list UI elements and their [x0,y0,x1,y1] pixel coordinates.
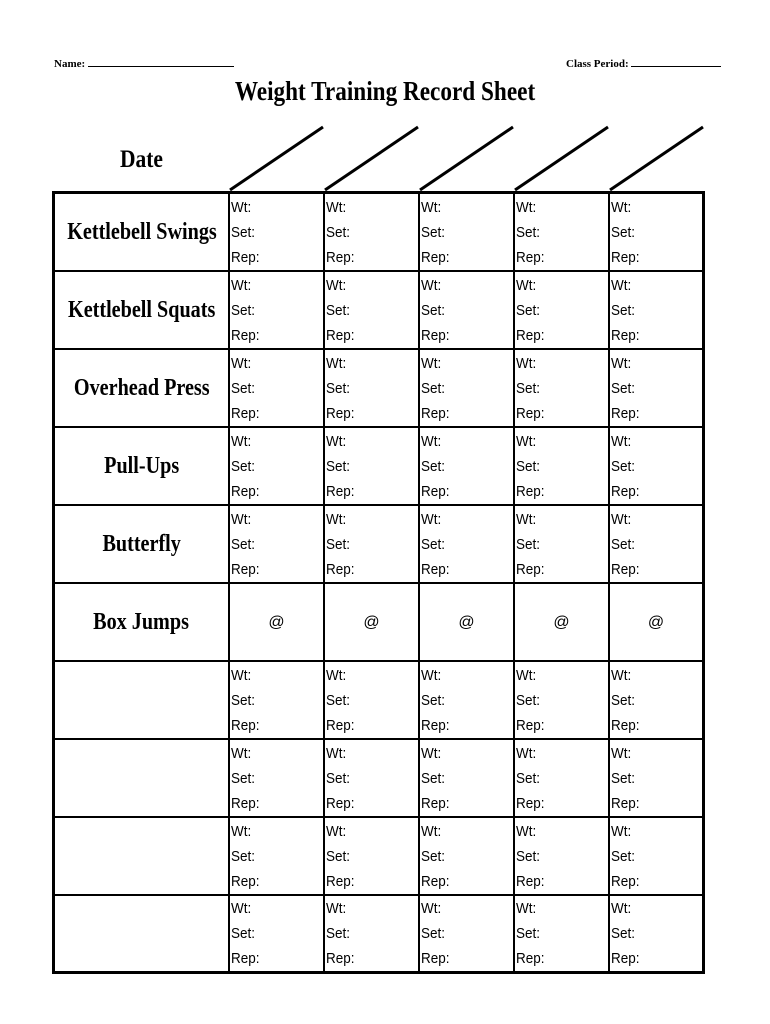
entry-cell[interactable] [418,662,513,738]
rep-label: Rep: [231,326,260,344]
set-label: Set: [421,379,446,397]
entry-cell[interactable] [323,428,418,504]
rep-label: Rep: [421,326,450,344]
wt-label: Wt: [611,822,632,840]
date-entry-line-4[interactable] [515,127,608,190]
set-label: Set: [516,769,541,787]
entry-cell[interactable] [228,896,323,971]
rep-label: Rep: [326,248,355,266]
exercise-name-cell [52,506,228,582]
at-symbol: @ [268,613,285,631]
wt-label: Wt: [611,900,632,917]
entry-cell[interactable] [513,662,608,738]
wt-label: Wt: [516,900,537,917]
rep-label: Rep: [516,404,545,422]
exercise-name-cell [52,584,228,660]
exercise-name-cell [52,272,228,348]
exercise-name-cell[interactable] [52,818,228,894]
entry-cell[interactable] [608,350,705,426]
date-entry-line-3[interactable] [420,127,513,190]
set-label: Set: [611,847,636,865]
exercise-name-cell [52,350,228,426]
set-label: Set: [421,301,446,319]
exercise-row [52,740,705,818]
wt-label: Wt: [421,822,442,840]
name-field[interactable] [54,56,234,70]
exercise-row [52,584,705,662]
entry-cell[interactable] [228,662,323,738]
rep-label: Rep: [231,716,260,734]
wt-label: Wt: [231,276,252,294]
set-label: Set: [611,535,636,553]
wt-label: Wt: [516,822,537,840]
wt-label: Wt: [326,198,347,216]
set-label: Set: [611,457,636,475]
entry-cell[interactable] [228,194,323,270]
set-label: Set: [421,925,446,942]
entry-cell[interactable] [228,584,323,660]
entry-cell[interactable] [513,818,608,894]
rep-label: Rep: [516,950,545,967]
wt-label: Wt: [516,510,537,528]
wt-label: Wt: [611,666,632,684]
set-label: Set: [326,925,351,942]
rep-label: Rep: [421,404,450,422]
entry-cell[interactable] [323,662,418,738]
rep-label: Rep: [231,404,260,422]
entry-cell[interactable] [228,350,323,426]
record-table [52,191,705,974]
set-label: Set: [231,535,256,553]
rep-label: Rep: [516,326,545,344]
wt-label: Wt: [326,666,347,684]
exercise-name: Kettlebell Squats [67,296,216,323]
set-label: Set: [231,925,256,942]
rep-label: Rep: [326,950,355,967]
wt-label: Wt: [231,666,252,684]
rep-label: Rep: [326,404,355,422]
entry-cell[interactable] [608,896,705,971]
set-label: Set: [421,223,446,241]
rep-label: Rep: [231,248,260,266]
exercise-name-cell[interactable] [52,740,228,816]
rep-label: Rep: [611,404,640,422]
rep-label: Rep: [326,716,355,734]
set-label: Set: [516,691,541,709]
wt-label: Wt: [516,744,537,762]
set-label: Set: [611,925,636,942]
entry-cell[interactable] [608,506,705,582]
name-blank-line[interactable] [88,56,234,67]
exercise-row [52,506,705,584]
at-symbol: @ [647,613,665,631]
wt-label: Wt: [516,198,537,216]
set-label: Set: [611,223,636,241]
page-title: Weight Training Record Sheet [234,76,536,106]
exercise-name-cell[interactable] [52,662,228,738]
wt-label: Wt: [421,744,442,762]
wt-label: Wt: [231,198,252,216]
rep-label: Rep: [516,716,545,734]
rep-label: Rep: [611,560,640,578]
entry-cell[interactable] [418,194,513,270]
rep-label: Rep: [516,872,545,890]
class-period-field[interactable] [566,56,721,70]
wt-label: Wt: [231,900,252,917]
exercise-name-cell [52,194,228,270]
entry-cell[interactable] [513,506,608,582]
entry-cell[interactable] [228,818,323,894]
entry-cell[interactable] [323,350,418,426]
entry-cell[interactable] [418,272,513,348]
at-symbol: @ [363,613,380,631]
rep-label: Rep: [421,482,450,500]
rep-label: Rep: [421,794,450,812]
wt-label: Wt: [231,432,252,450]
set-label: Set: [421,535,446,553]
wt-label: Wt: [611,744,632,762]
wt-label: Wt: [611,432,632,450]
rep-label: Rep: [611,794,640,812]
wt-label: Wt: [326,432,347,450]
set-label: Set: [516,301,541,319]
entry-cell[interactable] [418,896,513,971]
entry-cell[interactable] [513,350,608,426]
wt-label: Wt: [516,354,537,372]
entry-cell[interactable] [608,584,705,660]
wt-label: Wt: [421,510,442,528]
set-label: Set: [611,769,636,787]
exercise-name: Pull-Ups [103,452,180,479]
set-label: Set: [516,223,541,241]
date-entry-line-1[interactable] [230,127,323,190]
wt-label: Wt: [421,432,442,450]
set-label: Set: [326,223,351,241]
wt-label: Wt: [231,510,252,528]
rep-label: Rep: [516,560,545,578]
entry-cell[interactable] [418,584,513,660]
set-label: Set: [231,223,256,241]
wt-label: Wt: [611,510,632,528]
wt-label: Wt: [326,510,347,528]
wt-label: Wt: [611,198,632,216]
exercise-row [52,896,705,974]
set-label: Set: [326,301,351,319]
rep-label: Rep: [326,326,355,344]
entry-cell[interactable] [418,506,513,582]
rep-label: Rep: [326,794,355,812]
set-label: Set: [611,691,636,709]
rep-label: Rep: [231,794,260,812]
set-label: Set: [516,535,541,553]
exercise-row [52,272,705,350]
set-label: Set: [231,691,256,709]
rep-label: Rep: [231,482,260,500]
wt-label: Wt: [231,354,252,372]
wt-label: Wt: [611,276,632,294]
wt-label: Wt: [326,354,347,372]
wt-label: Wt: [421,276,442,294]
entry-cell[interactable] [513,272,608,348]
entry-cell[interactable] [418,350,513,426]
wt-label: Wt: [421,666,442,684]
rep-label: Rep: [611,482,640,500]
wt-label: Wt: [326,900,347,917]
date-label: Date [120,146,163,173]
entry-cell[interactable] [608,818,705,894]
wt-label: Wt: [421,354,442,372]
set-label: Set: [516,457,541,475]
set-label: Set: [326,691,351,709]
wt-label: Wt: [326,822,347,840]
entry-cell[interactable] [228,740,323,816]
rep-label: Rep: [421,950,450,967]
set-label: Set: [231,379,256,397]
set-label: Set: [516,379,541,397]
date-entry-line-5[interactable] [610,127,703,190]
entry-cell[interactable] [418,428,513,504]
entry-cell[interactable] [323,194,418,270]
exercise-name: Overhead Press [73,374,210,401]
entry-cell[interactable] [608,428,705,504]
wt-label: Wt: [516,432,537,450]
at-symbol: @ [553,613,570,631]
wt-label: Wt: [231,822,252,840]
set-label: Set: [326,769,351,787]
wt-label: Wt: [231,744,252,762]
rep-label: Rep: [326,560,355,578]
class-period-blank-line[interactable] [631,56,721,67]
entry-cell[interactable] [513,428,608,504]
rep-label: Rep: [421,872,450,890]
rep-label: Rep: [421,560,450,578]
class-period-label: Class Period: [566,58,629,70]
wt-label: Wt: [421,198,442,216]
entry-cell[interactable] [418,740,513,816]
set-label: Set: [611,379,636,397]
wt-label: Wt: [326,744,347,762]
entry-cell[interactable] [228,506,323,582]
date-entry-line-2[interactable] [325,127,418,190]
wt-label: Wt: [326,276,347,294]
entry-cell[interactable] [513,194,608,270]
entry-cell[interactable] [513,896,608,971]
set-label: Set: [516,847,541,865]
wt-label: Wt: [516,666,537,684]
set-label: Set: [326,535,351,553]
entry-cell[interactable] [513,584,608,660]
rep-label: Rep: [231,950,260,967]
rep-label: Rep: [516,482,545,500]
rep-label: Rep: [326,872,355,890]
exercise-name: Box Jumps [93,608,190,635]
rep-label: Rep: [231,560,260,578]
set-label: Set: [231,301,256,319]
set-label: Set: [326,847,351,865]
entry-cell[interactable] [323,818,418,894]
set-label: Set: [611,301,636,319]
exercise-row [52,662,705,740]
entry-cell[interactable] [418,818,513,894]
set-label: Set: [326,457,351,475]
exercise-name: Butterfly [102,530,181,557]
entry-cell[interactable] [228,428,323,504]
at-symbol: @ [458,613,475,631]
set-label: Set: [421,691,446,709]
rep-label: Rep: [326,482,355,500]
entry-cell[interactable] [323,896,418,971]
rep-label: Rep: [611,950,640,967]
set-label: Set: [421,847,446,865]
rep-label: Rep: [421,248,450,266]
entry-cell[interactable] [608,194,705,270]
exercise-name-cell [52,428,228,504]
rep-label: Rep: [516,248,545,266]
exercise-row [52,428,705,506]
set-label: Set: [516,925,541,942]
entry-cell[interactable] [608,662,705,738]
rep-label: Rep: [421,716,450,734]
exercise-row [52,194,705,272]
wt-label: Wt: [611,354,632,372]
wt-label: Wt: [516,276,537,294]
rep-label: Rep: [611,248,640,266]
wt-label: Wt: [421,900,442,917]
rep-label: Rep: [611,326,640,344]
entry-cell[interactable] [323,740,418,816]
exercise-row [52,818,705,896]
entry-cell[interactable] [323,272,418,348]
set-label: Set: [326,379,351,397]
entry-cell[interactable] [513,740,608,816]
rep-label: Rep: [611,872,640,890]
set-label: Set: [231,457,256,475]
entry-cell[interactable] [228,272,323,348]
set-label: Set: [231,847,256,865]
exercise-row [52,350,705,428]
rep-label: Rep: [611,716,640,734]
set-label: Set: [421,769,446,787]
set-label: Set: [421,457,446,475]
rep-label: Rep: [516,794,545,812]
entry-cell[interactable] [323,506,418,582]
rep-label: Rep: [231,872,260,890]
exercise-name-cell[interactable] [52,896,228,971]
entry-cell[interactable] [608,740,705,816]
exercise-name: Kettlebell Swings [66,218,217,245]
set-label: Set: [231,769,256,787]
name-label: Name: [54,58,86,70]
entry-cell[interactable] [608,272,705,348]
entry-cell[interactable] [323,584,418,660]
